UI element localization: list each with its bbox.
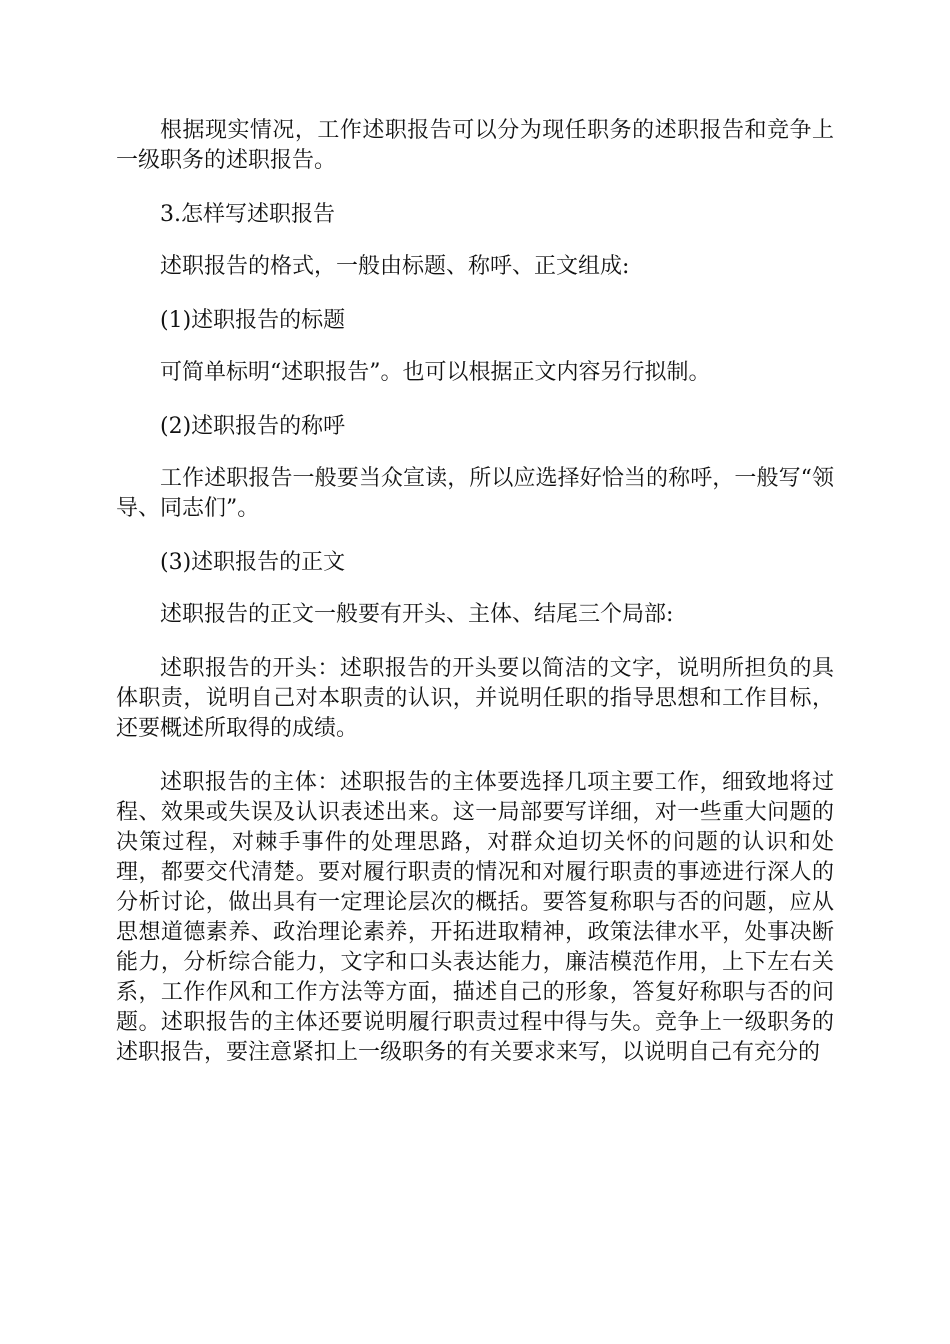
paragraph-salutation-desc: 工作述职报告一般要当众宣读，所以应选择好恰当的称呼，一般写“领导、同志们”。 bbox=[116, 466, 834, 521]
paragraph-title-desc: 可简单标明“述职报告”。也可以根据正文内容另行拟制。 bbox=[160, 360, 711, 385]
paragraph-format: 述职报告的格式，一般由标题、称呼、正文组成: bbox=[160, 254, 630, 279]
paragraph-opening: 述职报告的开头：述职报告的开头要以简洁的文字，说明所担负的具体职责，说明自己对本职责的认识，并说明任职的指导思想和工作目标，还要概述所取得的成绩。 bbox=[116, 656, 834, 741]
subheading-salutation: (2)述职报告的称呼 bbox=[160, 414, 346, 439]
paragraph-main-body: 述职报告的主体：述职报告的主体要选择几项主要工作，细致地将过程、效果或失误及认识表述出来。这一局部要写详细，对一些重大问题的决策过程，对棘手事件的处理思路，对群众迫切关怀的问题的认识和处理，都要交代清楚。要对履行职责的情况和对履行职责的事迹进行深人的分析讨论，做出具有一定理论层次的概括。要答复称职与否的问题，应从思想道德素养、政治理论素养，开拓进取精神，政策法律水平，处事决断能力，分析综合能力，文字和口头表达能力，廉洁模范作用，上下左右关系，工作作风和工作方法等方面，描述自己的形象，答复好称职与否的问题。述职报告的主体还要说明履行职责过程中得与失。竞争上一级职务的述职报告，要注意紧扣上一级职务的有关要求来写，以说明自己有充分的 bbox=[116, 770, 834, 1065]
section-heading-how-to-write: 3.怎样写述职报告 bbox=[160, 202, 335, 227]
paragraph-body-parts: 述职报告的正文一般要有开头、主体、结尾三个局部: bbox=[160, 602, 674, 627]
document-body bbox=[116, 116, 834, 1092]
subheading-body: (3)述职报告的正文 bbox=[160, 550, 346, 575]
paragraph-report-types: 根据现实情况，工作述职报告可以分为现任职务的述职报告和竞争上一级职务的述职报告。 bbox=[116, 118, 834, 173]
subheading-title: (1)述职报告的标题 bbox=[160, 308, 346, 333]
